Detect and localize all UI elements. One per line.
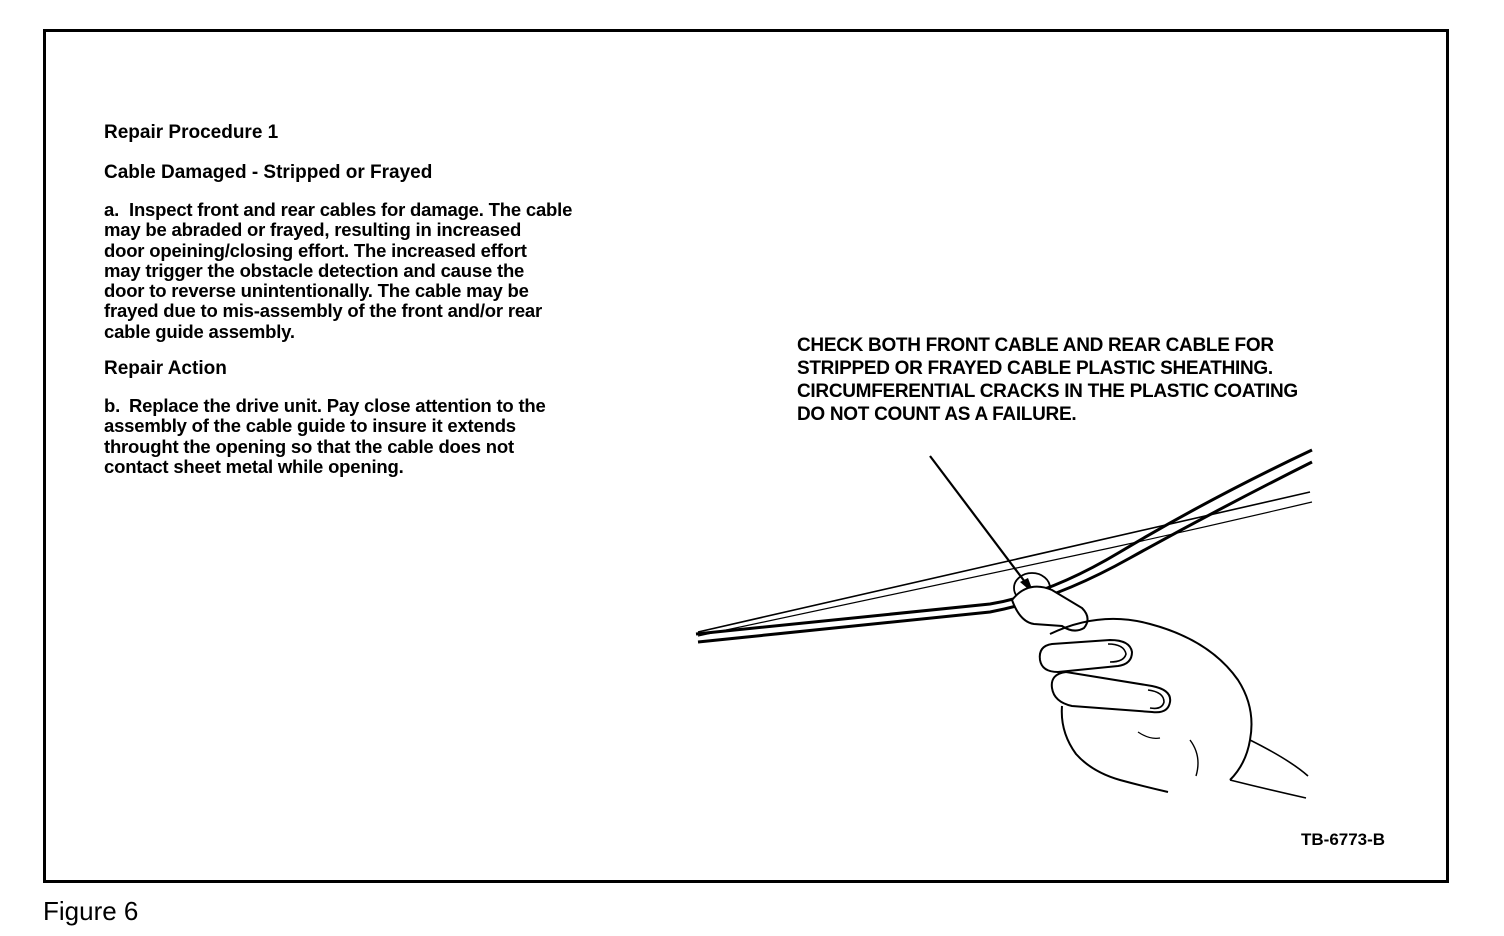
thin-cable-line (698, 492, 1310, 632)
thin-cable-line (698, 502, 1312, 636)
hand-holding-cable-icon (690, 440, 1330, 800)
step-b (104, 396, 644, 477)
step-a-line: door to reverse unintentionally. The cable may be (104, 280, 529, 302)
pointer-arrow-shaft (930, 456, 1028, 586)
step-a-line: door opeining/closing effort. The increased effort (104, 239, 527, 261)
step-b-label: b. (104, 395, 121, 417)
step-b-line: assembly of the cable guide to insure it extends (104, 415, 516, 437)
callout-line: DO NOT COUNT AS A FAILURE. (797, 404, 1077, 425)
callout-line: CIRCUMFERENTIAL CRACKS IN THE PLASTIC COATING (797, 381, 1298, 402)
main-cable (696, 450, 1312, 634)
step-a-line: Inspect front and rear cables for damage. The cable (129, 199, 573, 220)
hand-crease (1190, 740, 1198, 776)
wrist-line (1250, 740, 1308, 776)
callout-line: STRIPPED OR FRAYED CABLE PLASTIC SHEATHING. (797, 358, 1273, 379)
hand-crease (1138, 732, 1160, 738)
step-a-line: may be abraded or frayed, resulting in increased (104, 219, 522, 241)
wrist-line (1230, 780, 1306, 798)
callout-line: CHECK BOTH FRONT CABLE AND REAR CABLE FOR (797, 335, 1274, 356)
procedure-title: Repair Procedure 1 (104, 122, 279, 143)
figure-caption: Figure 6 (43, 896, 139, 926)
step-a-line: cable guide assembly. (104, 320, 295, 342)
step-a (104, 200, 644, 342)
step-a-line: frayed due to mis-assembly of the front and/or rear (104, 300, 543, 322)
main-cable (698, 462, 1312, 642)
step-b-line: throught the opening so that the cable does not (104, 435, 514, 457)
hand-finger (1052, 672, 1170, 712)
step-b-line: contact sheet metal while opening. (104, 455, 404, 477)
figure-id: TB-6773-B (1301, 830, 1386, 849)
repair-action-title: Repair Action (104, 358, 227, 380)
procedure-text (104, 122, 644, 477)
step-a-line: may trigger the obstacle detection and cause the (104, 259, 525, 281)
step-a-label: a. (104, 199, 120, 220)
procedure-subtitle: Cable Damaged - Stripped or Frayed (104, 162, 433, 183)
callout-text (797, 334, 1437, 426)
step-b-line: Replace the drive unit. Pay close attention to the (129, 395, 546, 417)
